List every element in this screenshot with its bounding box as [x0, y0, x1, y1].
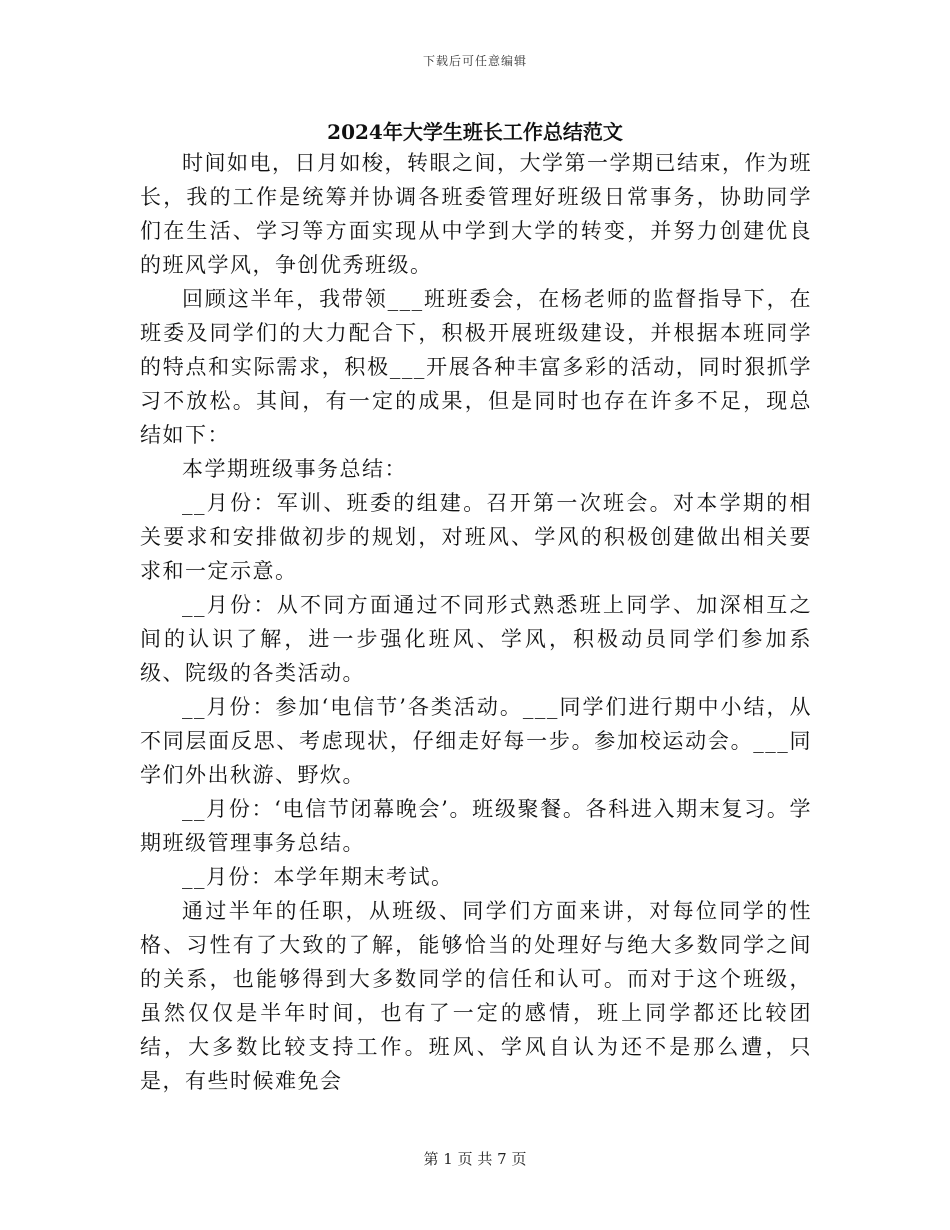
paragraph: __月份：本学年期末考试。 — [182, 865, 454, 889]
paragraph: __月份：从不同方面通过不同形式熟悉班上同学、加深相互之间的认识了解，进一步强化班风、学风，积极动员同学们参加系级、院级的各类活动。 — [140, 593, 812, 685]
paragraph: __月份：参加‘电信节’各类活动。___同学们进行期中小结，从不同层面反思、考虑现状，仔细走好每一步。参加校运动会。___同学们外出秋游、野炊。 — [140, 695, 812, 787]
paragraph: 本学期班级事务总结： — [182, 457, 407, 481]
page-number: 第 1 页 共 7 页 — [423, 1150, 527, 1168]
paragraph: 回顾这半年，我带领___班班委会，在杨老师的监督指导下，在班委及同学们的大力配合下，积极开展班级建设，并根据本班同学的特点和实际需求，积极___开展各种丰富多彩的活动，同时狠抓学习不放松。其间，有一定的成果，但是同时也存在许多不足，现总结如下： — [140, 287, 812, 447]
page-header-note: 下载后可任意编辑 — [422, 54, 527, 68]
document-body — [140, 146, 812, 1098]
paragraph: 时间如电，日月如梭，转眼之间，大学第一学期已结束，作为班长，我的工作是统筹并协调各班委管理好班级日常事务，协助同学们在生活、学习等方面实现从中学到大学的转变，并努力创建优良的班风学风，争创优秀班级。 — [140, 151, 812, 277]
paragraph: __月份：军训、班委的组建。召开第一次班会。对本学期的相关要求和安排做初步的规划，对班风、学风的积极创建做出相关要求和一定示意。 — [140, 491, 812, 583]
paragraph: 通过半年的任职，从班级、同学们方面来讲，对每位同学的性格、习性有了大致的了解，能够恰当的处理好与绝大多数同学之间的关系，也能够得到大多数同学的信任和认可。而对于这个班级，虽然仅仅是半年时间，也有了一定的感情，班上同学都还比较团结，大多数比较支持工作。班风、学风自认为还不是那么遭，只是，有些时候难免会 — [140, 899, 812, 1093]
document-title: 2024年大学生班长工作总结范文 — [327, 120, 623, 144]
paragraph: __月份：‘电信节闭幕晚会’。班级聚餐。各科进入期末复习。学期班级管理事务总结。 — [140, 797, 812, 855]
